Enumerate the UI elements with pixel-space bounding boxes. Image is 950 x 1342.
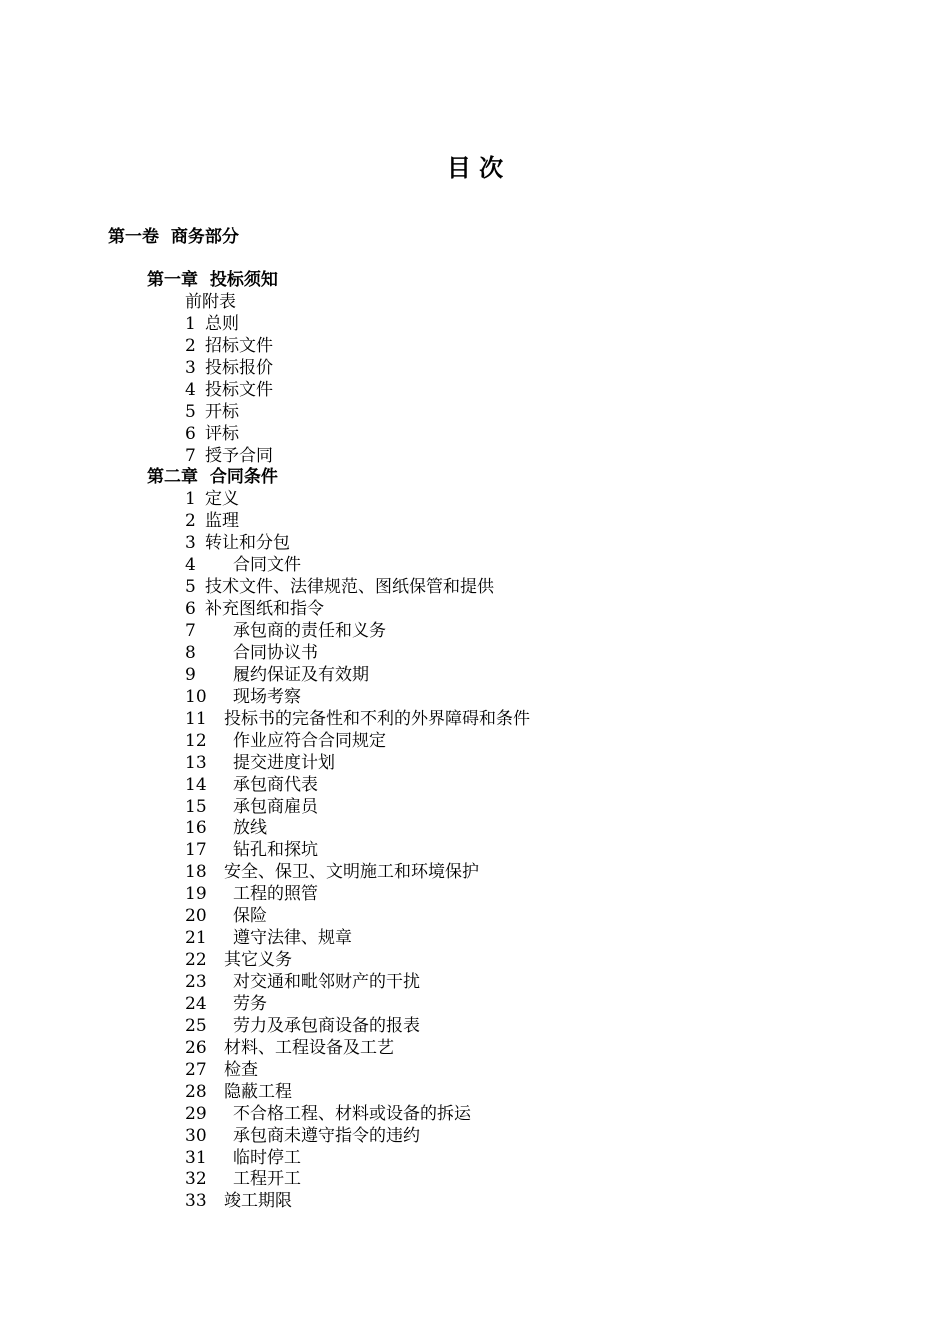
toc-entry-label: 工程开工 — [233, 1169, 301, 1190]
toc-entry[interactable] — [0, 840, 950, 862]
toc-entry-label: 合同协议书 — [233, 642, 318, 663]
toc-entry-number: 23 — [185, 972, 207, 992]
toc-entry-label: 其它义务 — [224, 950, 292, 971]
toc-entry-label: 作业应符合合同规定 — [233, 730, 386, 751]
toc-entry-label: 现场考察 — [233, 686, 301, 707]
toc-entry[interactable] — [0, 906, 950, 928]
toc-entry-number: 9 — [185, 664, 196, 685]
toc-entry[interactable] — [0, 358, 950, 380]
toc-entry-label: 投标报价 — [205, 357, 273, 378]
toc-entry[interactable] — [0, 446, 950, 468]
toc-entry-label: 放线 — [233, 818, 267, 839]
toc-entry-number: 6 — [185, 599, 196, 620]
toc-entry-number: 30 — [185, 1125, 207, 1146]
toc-entry-number: 2 — [185, 511, 196, 532]
toc-entry-number: 32 — [185, 1169, 207, 1190]
toc-entry-label: 投标书的完备性和不利的外界障碍和条件 — [224, 708, 530, 729]
toc-entry-label: 招标文件 — [205, 335, 273, 356]
toc-entry-number: 4 — [185, 555, 196, 576]
toc-entry-label: 承包商雇员 — [233, 796, 318, 817]
toc-entry-label: 前附表 — [185, 291, 236, 312]
toc-entry-number: 2 — [185, 335, 196, 356]
volume-heading: 第一卷 商务部分 — [108, 227, 239, 247]
toc-list — [0, 270, 950, 1213]
toc-entry-label: 对交通和毗邻财产的干扰 — [233, 972, 420, 992]
toc-entry-label: 材料、工程设备及工艺 — [224, 1037, 394, 1058]
toc-entry-label: 检查 — [224, 1059, 258, 1080]
toc-entry[interactable] — [0, 643, 950, 665]
toc-entry-number: 29 — [185, 1103, 207, 1124]
toc-entry[interactable] — [0, 731, 950, 753]
toc-entry-label: 补充图纸和指令 — [205, 599, 324, 620]
toc-entry[interactable] — [0, 1082, 950, 1104]
toc-entry-label: 承包商代表 — [233, 774, 318, 795]
toc-entry-label: 保险 — [233, 906, 267, 927]
toc-entry-number: 27 — [185, 1059, 207, 1080]
toc-entry[interactable] — [0, 950, 950, 972]
toc-entry-label: 合同文件 — [233, 555, 301, 576]
toc-entry-label: 技术文件、法律规范、图纸保管和提供 — [205, 577, 494, 598]
toc-entry[interactable] — [0, 555, 950, 577]
toc-entry-label: 监理 — [205, 511, 239, 532]
toc-entry-number: 1 — [185, 313, 196, 334]
toc-entry[interactable] — [0, 753, 950, 775]
toc-entry-number: 25 — [185, 1015, 207, 1036]
toc-entry-number: 4 — [185, 379, 196, 400]
toc-entry[interactable] — [0, 1169, 950, 1191]
toc-entry-label: 临时停工 — [233, 1147, 301, 1168]
toc-entry[interactable] — [0, 972, 950, 994]
toc-entry[interactable] — [0, 380, 950, 402]
toc-entry[interactable] — [0, 994, 950, 1016]
toc-entry[interactable] — [0, 928, 950, 950]
toc-entry-label: 钻孔和探坑 — [233, 840, 318, 861]
toc-entry-number: 11 — [185, 708, 207, 729]
toc-entry-label: 遵守法律、规章 — [233, 928, 352, 949]
toc-entry[interactable] — [0, 1191, 950, 1213]
toc-entry[interactable] — [0, 1060, 950, 1082]
toc-entry[interactable] — [0, 1016, 950, 1038]
toc-entry[interactable] — [0, 1104, 950, 1126]
toc-entry-label: 总则 — [205, 313, 239, 334]
toc-entry-number: 13 — [185, 752, 207, 773]
toc-entry[interactable] — [0, 599, 950, 621]
toc-entry[interactable] — [0, 818, 950, 840]
toc-entry-number: 3 — [185, 533, 196, 554]
toc-entry-number: 31 — [185, 1147, 207, 1168]
toc-entry[interactable] — [0, 577, 950, 599]
toc-entry-label: 开标 — [205, 401, 239, 422]
toc-entry-label: 定义 — [205, 489, 239, 510]
toc-entry-label: 不合格工程、材料或设备的拆运 — [233, 1103, 471, 1124]
toc-entry-label: 提交进度计划 — [233, 752, 335, 773]
toc-entry[interactable] — [0, 424, 950, 446]
toc-entry-number: 21 — [185, 928, 207, 949]
toc-entry-number: 7 — [185, 445, 196, 466]
toc-entry[interactable] — [0, 489, 950, 511]
toc-entry[interactable] — [0, 402, 950, 424]
toc-entry-number: 19 — [185, 884, 207, 905]
toc-entry-label: 承包商未遵守指令的违约 — [233, 1125, 420, 1146]
toc-entry-number: 12 — [185, 730, 207, 751]
toc-entry-number: 18 — [185, 862, 207, 883]
toc-entry-number: 10 — [185, 686, 207, 707]
toc-entry-number: 5 — [185, 401, 196, 422]
toc-entry[interactable] — [0, 1038, 950, 1060]
toc-entry-number: 17 — [185, 840, 207, 861]
toc-entry[interactable] — [0, 709, 950, 731]
toc-entry[interactable] — [0, 336, 950, 358]
toc-entry-label: 评标 — [205, 423, 239, 444]
toc-entry-number: 1 — [185, 489, 196, 510]
toc-entry-label: 授予合同 — [205, 445, 273, 466]
toc-entry[interactable] — [0, 1148, 950, 1170]
chapter-heading: 第二章 合同条件 — [147, 467, 278, 488]
toc-chapter-row[interactable] — [0, 270, 950, 292]
toc-entry-number: 33 — [185, 1191, 207, 1212]
toc-entry-number: 8 — [185, 642, 196, 663]
toc-entry-number: 26 — [185, 1037, 207, 1058]
toc-entry-number: 28 — [185, 1081, 207, 1102]
toc-entry-label: 转让和分包 — [205, 533, 290, 554]
toc-entry[interactable] — [0, 292, 950, 314]
toc-entry-label: 竣工期限 — [224, 1191, 292, 1212]
toc-entry-number: 6 — [185, 423, 196, 444]
toc-entry[interactable] — [0, 687, 950, 709]
toc-entry-label: 工程的照管 — [233, 884, 318, 905]
toc-entry[interactable] — [0, 884, 950, 906]
toc-entry-number: 20 — [185, 906, 207, 927]
toc-entry[interactable] — [0, 1126, 950, 1148]
toc-entry-number: 22 — [185, 950, 207, 971]
toc-entry-label: 履约保证及有效期 — [233, 664, 369, 685]
toc-entry[interactable] — [0, 665, 950, 687]
toc-entry[interactable] — [0, 862, 950, 884]
toc-entry-number: 15 — [185, 796, 207, 817]
toc-entry-label: 安全、保卫、文明施工和环境保护 — [224, 862, 479, 883]
toc-entry-number: 7 — [185, 621, 196, 641]
toc-entry-label: 隐蔽工程 — [224, 1081, 292, 1102]
toc-chapter-row[interactable] — [0, 467, 950, 489]
toc-entry-number: 5 — [185, 577, 196, 598]
toc-entry-label: 劳力及承包商设备的报表 — [233, 1015, 420, 1036]
toc-entry-label: 承包商的责任和义务 — [233, 621, 386, 641]
toc-entry-number: 14 — [185, 774, 207, 795]
toc-entry[interactable] — [0, 621, 950, 643]
chapter-heading: 第一章 投标须知 — [147, 270, 278, 290]
toc-entry-number: 24 — [185, 993, 207, 1014]
toc-entry-label: 投标文件 — [205, 379, 273, 400]
toc-entry[interactable] — [0, 314, 950, 336]
toc-entry[interactable] — [0, 775, 950, 797]
toc-entry[interactable] — [0, 511, 950, 533]
toc-entry-label: 劳务 — [233, 993, 267, 1014]
toc-entry-number: 3 — [185, 357, 196, 378]
toc-entry[interactable] — [0, 797, 950, 819]
toc-entry[interactable] — [0, 533, 950, 555]
toc-entry-number: 16 — [185, 818, 207, 839]
toc-title: 目 次 — [446, 154, 504, 182]
